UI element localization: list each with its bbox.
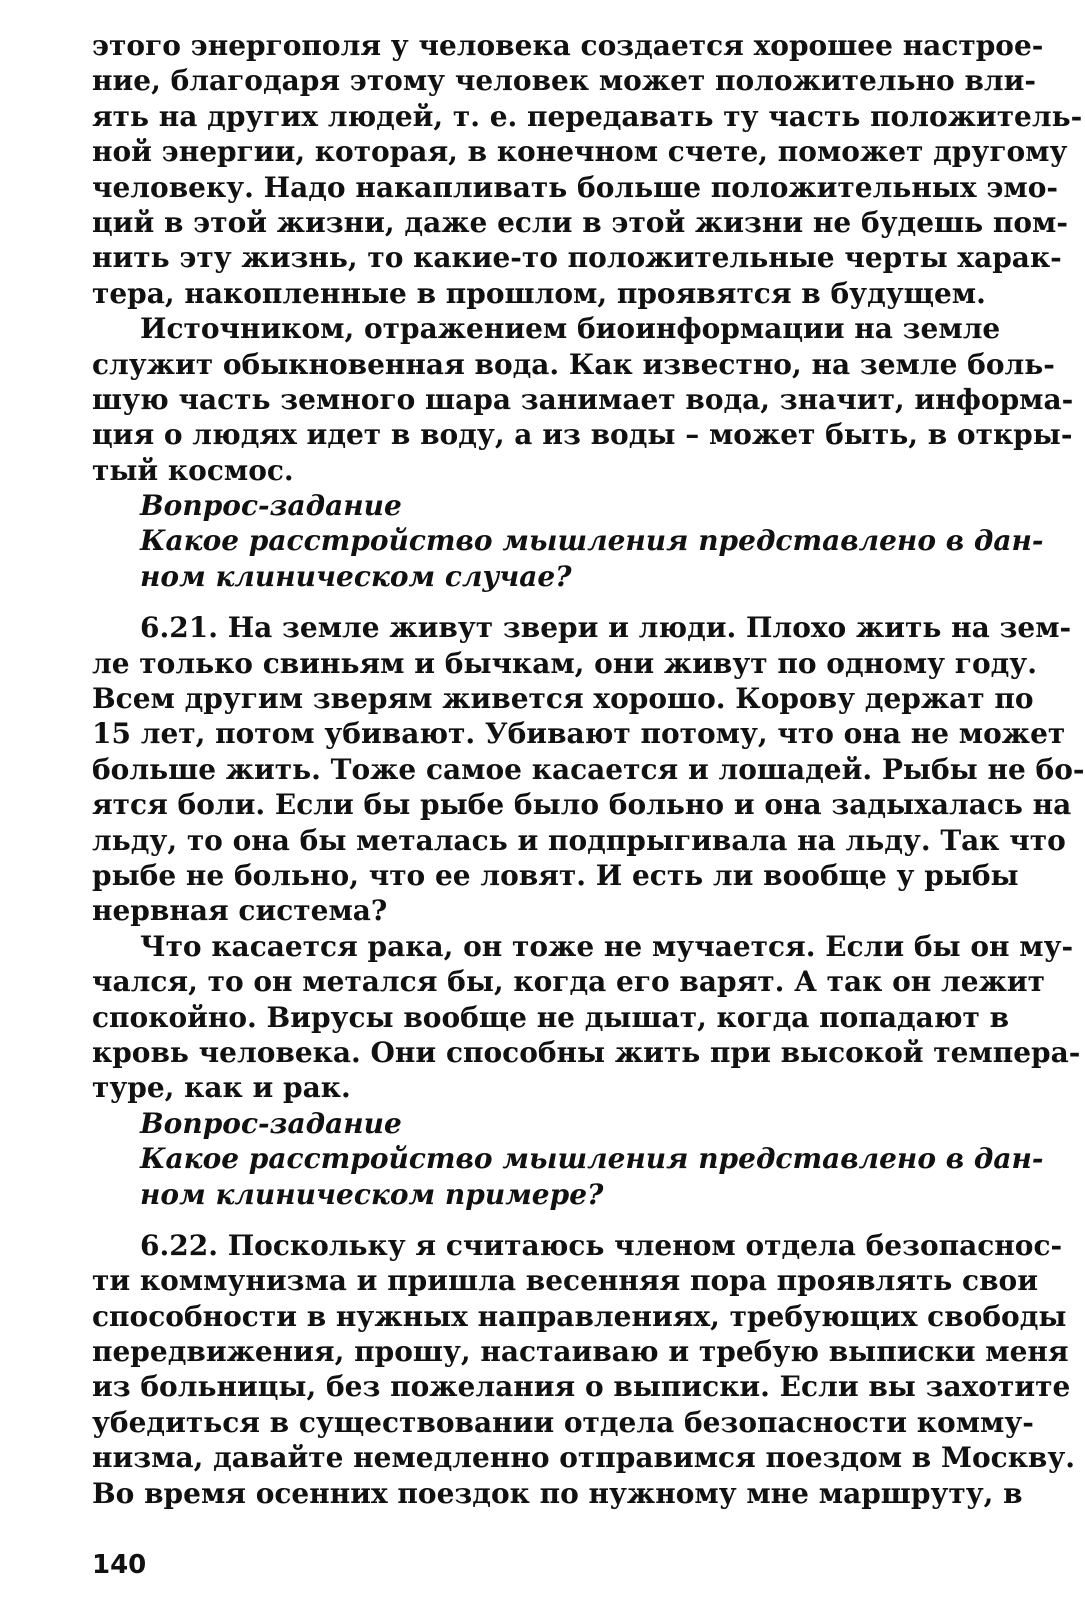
text-line: низма, давайте немедленно отправимся поездом в Москву.: [92, 1441, 1076, 1475]
text-line: туре, как и рак.: [92, 1071, 351, 1105]
text-line: способности в нужных направлениях, требующих свободы: [92, 1299, 1067, 1333]
paragraph: [92, 28, 1083, 311]
paragraph: [92, 311, 1074, 488]
text-line: ле только свиньям и бычкам, они живут по одному году.: [92, 646, 1037, 680]
text-line: чался, то он метался бы, когда его варят. А так он лежит: [92, 965, 1045, 999]
question-text-line: Какое расстройство мышления представлено в дан-: [140, 1142, 1044, 1176]
text-line: кровь человека. Они способны жить при высокой темпера-: [92, 1035, 1081, 1069]
page-body: [92, 28, 1085, 1511]
text-span: На земле живут звери и люди. Плохо жить на зем-: [227, 611, 1072, 645]
text-line: нервная система?: [92, 894, 388, 928]
text-line: ций в этой жизни, даже если в этой жизни не будешь пом-: [92, 205, 1068, 239]
text-line: из больницы, без пожелания о выписки. Если вы захотите: [92, 1370, 1071, 1404]
text-line: шую часть земного шара занимает вода, значит, информа-: [92, 382, 1074, 416]
text-line: убедиться в существовании отдела безопасности комму-: [92, 1405, 1034, 1439]
text-line: ятся боли. Если бы рыбе было больно и она задыхалась на: [92, 788, 1072, 822]
text-line: этого энергополя у человека создается хорошее настрое-: [92, 29, 1044, 62]
text-line: 15 лет, потом убивают. Убивают потому, что она не может: [92, 717, 1066, 751]
text-line: Во время осенних поездок по нужному мне маршруту, в: [92, 1476, 1023, 1510]
text-line: передвижения, прошу, настаиваю и требую выписки меня: [92, 1335, 1069, 1369]
section-gap: [92, 594, 950, 610]
case-number: 6.21.: [140, 611, 218, 645]
text-line: [92, 1228, 1063, 1263]
paragraph: [92, 929, 1081, 1106]
question-text-line: ном клиническом случае?: [140, 559, 572, 593]
text-line: ять на других людей, т. е. передавать ту часть положитель-: [92, 99, 1083, 133]
text-line: [92, 610, 1072, 645]
question-heading: Вопрос-задание: [140, 1106, 402, 1140]
question-task: [92, 488, 1044, 594]
text-line: больше жить. Тоже самое касается и лошадей. Рыбы не бо-: [92, 752, 1085, 786]
text-line: ной энергии, которая, в конечном счете, поможет другому: [92, 135, 1068, 169]
section-gap: [92, 1212, 950, 1228]
case-paragraph: [92, 610, 1085, 929]
text-line: тера, накопленные в прошлом, проявятся в будущем.: [92, 276, 986, 310]
text-line: спокойно. Вирусы вообще не дышат, когда попадают в: [92, 1000, 1010, 1034]
question-heading: Вопрос-задание: [140, 489, 402, 523]
text-line: ти коммунизма и пришла весенняя пора проявлять свои: [92, 1264, 1038, 1298]
text-line: ние, благодаря этому человек может положительно вли-: [92, 64, 1037, 98]
text-line: служит обыкновенная вода. Как известно, на земле боль-: [92, 347, 1055, 381]
case-number: 6.22.: [140, 1228, 218, 1262]
text-line: человеку. Надо накапливать больше положительных эмо-: [92, 170, 1058, 204]
page-number: 140: [92, 1550, 147, 1580]
case-paragraph: [92, 1228, 1076, 1511]
text-line: Всем другим зверям живется хорошо. Корову держат по: [92, 682, 1034, 716]
text-line: льду, то она бы металась и подпрыгивала на льду. Так что: [92, 823, 1066, 857]
question-task: [92, 1106, 1044, 1212]
text-line: рыбе не больно, что ее ловят. И есть ли вообще у рыбы: [92, 858, 1019, 892]
text-line: тый космос.: [92, 453, 294, 487]
text-line: нить эту жизнь, то какие-то положительные черты харак-: [92, 241, 1062, 275]
question-text-line: ном клиническом примере?: [140, 1177, 604, 1211]
text-span: Поскольку я считаюсь членом отдела безопаснос-: [227, 1228, 1063, 1262]
question-text-line: Какое расстройство мышления представлено в дан-: [140, 524, 1044, 558]
text-line: ция о людях идет в воду, а из воды – может быть, в откры-: [92, 418, 1073, 452]
text-line: Что касается рака, он тоже не мучается. Если бы он му-: [140, 929, 1074, 963]
text-line: Источником, отражением биоинформации на земле: [140, 312, 1001, 346]
